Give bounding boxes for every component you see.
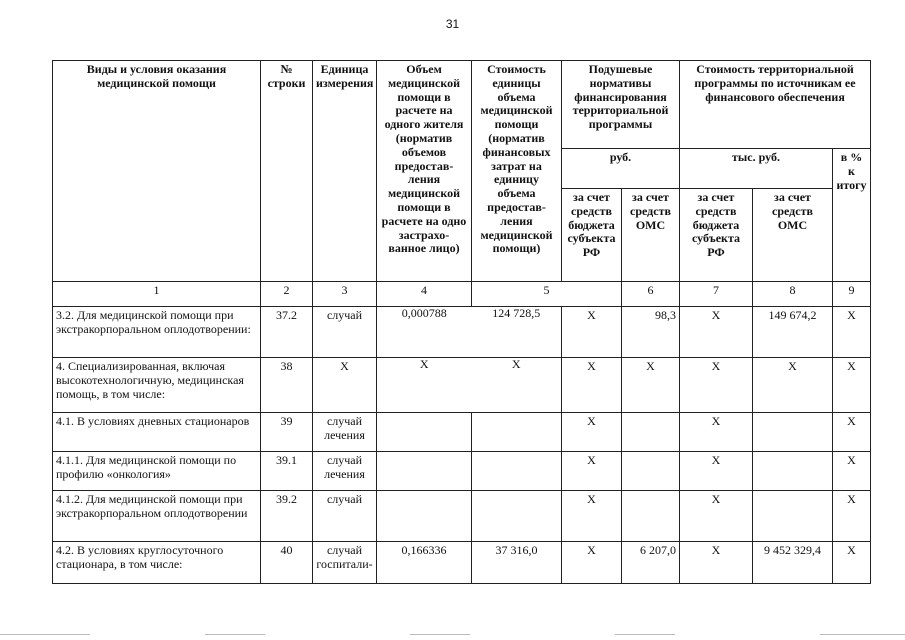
row-tp-budget: Х xyxy=(680,413,753,452)
header-unit: Единица измерения xyxy=(313,61,377,282)
row-pc-oms: 6 207,0 xyxy=(622,542,680,584)
row-label: 4.1. В условиях дневных стационаров xyxy=(53,413,261,452)
col-number: 4 xyxy=(377,282,472,307)
row-unit-cost: 37 316,0 xyxy=(472,542,562,584)
row-volume: 0,000788 xyxy=(401,306,447,320)
header-rub: руб. xyxy=(562,149,680,189)
header-program-cost: Стоимость территориальной программы по источникам ее финансового обеспечения xyxy=(680,61,871,149)
row-volume xyxy=(377,413,472,452)
row-pc-oms: 98,3 xyxy=(622,307,680,358)
header-pc-oms: за счет средств ОМС xyxy=(622,189,680,282)
header-thous-rub: тыс. руб. xyxy=(680,149,833,189)
row-label: 3.2. Для медицинской помощи при экстракорпоральном оплодотворении: xyxy=(53,307,261,358)
row-unit: Х xyxy=(313,358,377,413)
row-tp-oms xyxy=(753,413,833,452)
header-volume: Объем медицинской помощи в расчете на одного жителя (норматив объемов предостав-ления медицинской помощи в расчете на одно застрахо-ванное лицо) xyxy=(377,61,472,282)
col-number: 7 xyxy=(680,282,753,307)
row-pc-oms xyxy=(622,452,680,491)
row-label: 4.1.1. Для медицинской помощи по профилю «онкология» xyxy=(53,452,261,491)
table-row xyxy=(53,491,871,542)
footer-rule xyxy=(205,634,265,635)
row-percent: Х xyxy=(833,358,871,413)
row-percent: Х xyxy=(833,307,871,358)
row-volume xyxy=(377,452,472,491)
row-label: 4.2. В условиях круглосуточного стационара, в том числе: xyxy=(53,542,261,584)
row-label: 4. Специализированная, включая высокотехнологичную, медицинская помощь, в том числе: xyxy=(53,358,261,413)
row-unit xyxy=(313,542,377,584)
row-tp-oms xyxy=(753,491,833,542)
header-pc-budget: за счет средств бюджета субъекта РФ xyxy=(562,189,622,282)
row-tp-budget: Х xyxy=(680,452,753,491)
row-pc-budget: Х xyxy=(562,413,622,452)
header-per-capita: Подушевые нормативы финансирования территориальной программы xyxy=(562,61,680,149)
col-number: 5 xyxy=(472,282,622,307)
table-row xyxy=(53,413,871,452)
col-number: 8 xyxy=(753,282,833,307)
row-tp-budget: Х xyxy=(680,307,753,358)
row-percent: Х xyxy=(833,452,871,491)
row-tp-budget: Х xyxy=(680,358,753,413)
row-label: 4.1.2. Для медицинской помощи при экстракорпоральном оплодотворении xyxy=(53,491,261,542)
row-unit-cost xyxy=(472,452,562,491)
row-pc-budget: Х xyxy=(562,452,622,491)
row-pc-oms: Х xyxy=(622,358,680,413)
header-unit-cost: Стоимость единицы объема медицинской помощи (норматив финансовых затрат на единицу объема предостав-ления медицинской помощи) xyxy=(472,61,562,282)
row-unit-text: случай госпитали- xyxy=(316,543,373,571)
row-unit-cost xyxy=(472,491,562,542)
header-kinds: Виды и условия оказания медицинской помощи xyxy=(53,61,261,282)
col-number: 9 xyxy=(833,282,871,307)
row-unit: случай лечения xyxy=(313,452,377,491)
row-unit: случай xyxy=(313,491,377,542)
row-tp-oms: Х xyxy=(753,358,833,413)
row-volume xyxy=(377,491,472,542)
financing-table xyxy=(52,60,871,584)
row-tp-budget: Х xyxy=(680,491,753,542)
row-pc-budget: Х xyxy=(562,358,622,413)
row-percent: Х xyxy=(833,491,871,542)
page-number: 31 xyxy=(445,17,460,31)
row-pc-budget: Х xyxy=(562,491,622,542)
col-number: 2 xyxy=(261,282,313,307)
row-number: 39.1 xyxy=(261,452,313,491)
header-tp-oms: за счет средств ОМС xyxy=(753,189,833,282)
row-pc-oms xyxy=(622,491,680,542)
row-pc-budget: Х xyxy=(562,307,622,358)
row-tp-oms: 9 452 329,4 xyxy=(753,542,833,584)
header-row-number: № строки xyxy=(261,61,313,282)
row-unit: случай лечения xyxy=(313,413,377,452)
footer-rule xyxy=(0,634,90,635)
footer-rule xyxy=(820,634,905,635)
row-tp-oms: 149 674,2 xyxy=(753,307,833,358)
row-number: 39.2 xyxy=(261,491,313,542)
row-pc-oms xyxy=(622,413,680,452)
table-row xyxy=(53,542,871,584)
row-number: 40 xyxy=(261,542,313,584)
row-volume: Х xyxy=(419,357,429,371)
row-tp-oms xyxy=(753,452,833,491)
row-number: 39 xyxy=(261,413,313,452)
header-tp-budget: за счет средств бюджета субъекта РФ xyxy=(680,189,753,282)
table-row xyxy=(53,307,871,358)
col-number: 6 xyxy=(622,282,680,307)
row-unit-cost: 124 728,5 xyxy=(492,306,541,320)
row-unit-cost: Х xyxy=(511,357,521,371)
footer-rule xyxy=(615,634,675,635)
header-percent: в % к итогу xyxy=(833,149,871,282)
row-pc-budget: Х xyxy=(562,542,622,584)
row-percent: Х xyxy=(833,413,871,452)
table-row xyxy=(53,452,871,491)
row-number: 37.2 xyxy=(261,307,313,358)
row-unit: случай xyxy=(313,307,377,358)
col-number: 3 xyxy=(313,282,377,307)
row-number: 38 xyxy=(261,358,313,413)
row-percent: Х xyxy=(833,542,871,584)
col-number: 1 xyxy=(53,282,261,307)
row-volume: 0,166336 xyxy=(377,542,472,584)
footer-rule xyxy=(410,634,470,635)
row-unit-cost xyxy=(472,413,562,452)
table-row xyxy=(53,358,871,413)
row-tp-budget: Х xyxy=(680,542,753,584)
